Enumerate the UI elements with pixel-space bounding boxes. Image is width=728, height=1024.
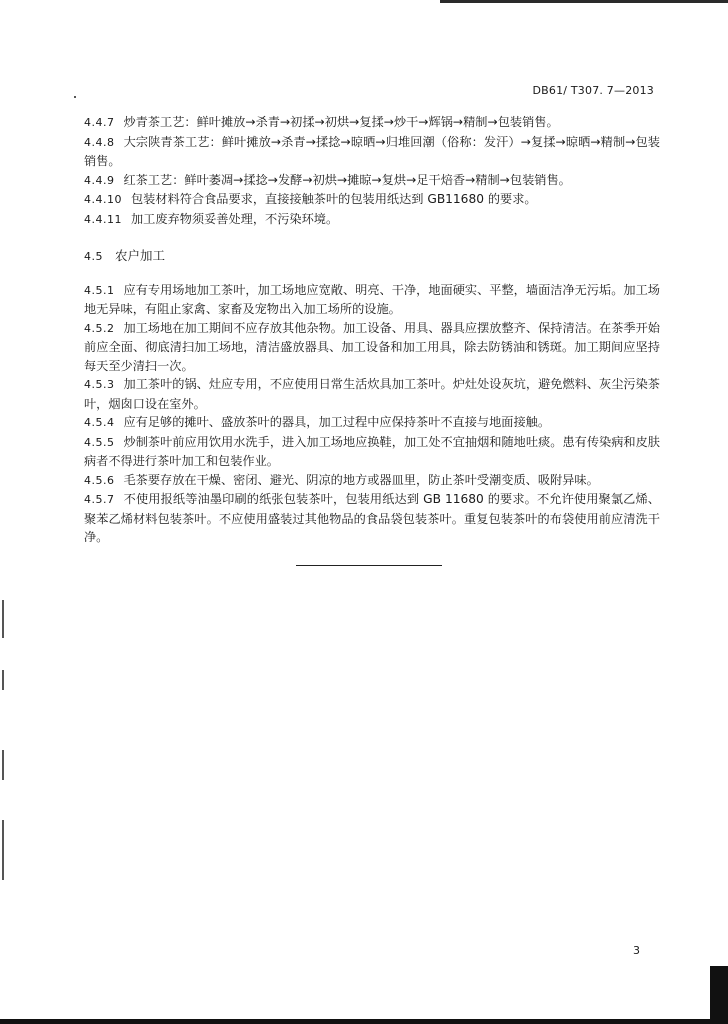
clause-text: 应有足够的摊叶、盛放茶叶的器具，加工过程中应保持茶叶不直接与地面接触。 (123, 415, 551, 429)
scan-top-edge (440, 0, 728, 3)
clause-number: 4.5.5 (84, 435, 115, 449)
clause-number: 4.4.11 (84, 212, 122, 226)
clause-item (84, 210, 660, 230)
clause-item (84, 490, 660, 547)
clause-number: 4.5.7 (84, 493, 115, 506)
scan-bottom-edge (0, 1019, 728, 1024)
items-4-5 (84, 281, 660, 547)
clause-text: 炒制茶叶前应用饮用水洗手，进入加工场地应换鞋，加工处不宜抽烟和随地吐痰。患有传染病和皮肤病者不得进行茶叶加工和包装作业。 (84, 434, 660, 468)
clause-number: 4.4.7 (84, 116, 115, 129)
clause-text: 炒青茶工艺：鲜叶摊放→杀青→初揉→初烘→复揉→炒干→辉锅→精制→包装销售。 (123, 115, 559, 129)
clause-item (84, 375, 660, 413)
document-body (84, 113, 660, 547)
clause-number: 4.4.10 (84, 193, 122, 206)
page-number: 3 (633, 944, 640, 957)
clause-number: 4.5.4 (84, 416, 115, 429)
clause-number: 4.5.6 (84, 473, 115, 487)
clause-item (84, 171, 660, 191)
clause-item (84, 413, 660, 433)
section-title: 农户加工 (114, 248, 165, 263)
clause-item (84, 133, 660, 171)
section-heading (84, 247, 660, 267)
section-number: 4.5 (84, 250, 103, 263)
clause-text: 加工茶叶的锅、灶应专用，不应使用日常生活炊具加工茶叶。炉灶处设灰坑，避免燃料、灰尘污染茶叶，烟囱口设在室外。 (84, 377, 660, 411)
end-rule (296, 565, 442, 566)
clause-number: 4.4.9 (84, 173, 115, 187)
clause-text: 不使用报纸等油墨印刷的纸张包装茶叶，包装用纸达到 GB 11680 的要求。不允许使用聚氯乙烯、聚苯乙烯材料包装茶叶。不应使用盛装过其他物品的食品袋包装茶叶。重复包装茶叶的布袋使用前应清洗干净。 (84, 492, 660, 544)
clause-number: 4.5.3 (84, 378, 115, 391)
clause-item (84, 433, 660, 471)
clause-text: 应有专用场地加工茶叶，加工场地应宽敞、明亮、干净，地面硬实、平整，墙面洁净无污垢。加工场地无异味，有阻止家禽、家畜及宠物出入加工场所的设施。 (84, 282, 660, 316)
clause-item (84, 113, 660, 133)
clause-number: 4.5.2 (84, 321, 115, 335)
clause-text: 毛茶要存放在干燥、密闭、避光、阴凉的地方或器皿里，防止茶叶受潮变质、吸附异味。 (123, 472, 599, 487)
clause-text: 加工废弃物须妥善处理，不污染环境。 (131, 211, 339, 226)
clause-number: 4.4.8 (84, 135, 115, 149)
clause-number: 4.5.1 (84, 283, 115, 297)
clause-text: 红茶工艺：鲜叶萎凋→揉捻→发酵→初烘→摊晾→复烘→足干焙香→精制→包装销售。 (123, 172, 571, 187)
scan-left-edge-marks (0, 600, 6, 900)
clause-text: 大宗陕青茶工艺：鲜叶摊放→杀青→揉捻→晾晒→归堆回潮（俗称：发汗）→复揉→晾晒→精制→包装销售。 (84, 134, 660, 168)
clause-item (84, 319, 660, 376)
scan-corner-block (710, 966, 728, 1024)
items-4-4 (84, 113, 660, 229)
clause-item (84, 471, 660, 491)
clause-item (84, 190, 660, 210)
standard-code-header: DB61/ T307. 7—2013 (532, 84, 654, 97)
clause-text: 加工场地在加工期间不应存放其他杂物。加工设备、用具、器具应摆放整齐、保持清洁。在茶季开始前应全面、彻底清扫加工场地，清洁盛放器具、加工设备和加工用具，除去防锈油和锈斑。加工期间应坚持每天至少清扫一次。 (84, 320, 660, 373)
clause-item (84, 281, 660, 319)
clause-text: 包装材料符合食品要求，直接接触茶叶的包装用纸达到 GB11680 的要求。 (131, 192, 537, 206)
scan-dot (74, 96, 76, 98)
